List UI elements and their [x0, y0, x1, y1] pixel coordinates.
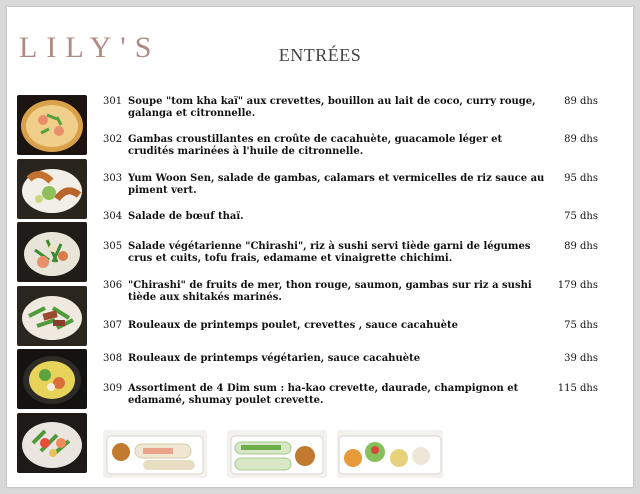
item-description: Soupe "tom kha kaï" aux crevettes, bouillon au lait de coco, curry rouge, galanga et citronnelle.: [128, 96, 536, 119]
item-description: Gambas croustillantes en croûte de cacahuète, guacamole léger et crudités marinées à l'huile de citronnelle.: [128, 134, 503, 157]
chirashi-seafood-photo: [17, 413, 87, 473]
beef-salad-photo: [17, 286, 87, 346]
item-number: 308: [103, 353, 123, 364]
spring-rolls-chicken-photo: [103, 430, 207, 478]
item-number: 309: [103, 383, 123, 394]
item-price: 95 dhs: [564, 173, 598, 184]
dim-sum-photo: [337, 430, 443, 478]
yum-woon-sen-photo: [17, 222, 87, 282]
menu-page: [7, 7, 633, 487]
item-price: 75 dhs: [564, 320, 598, 331]
item-description: Rouleaux de printemps poulet, crevettes , sauce cacahuète: [128, 320, 459, 331]
item-price: 115 dhs: [557, 383, 598, 394]
item-description: Rouleaux de printemps végétarien, sauce cacahuète: [128, 353, 421, 364]
item-price: 89 dhs: [564, 134, 598, 145]
item-price: 89 dhs: [564, 96, 598, 107]
item-number: 305: [103, 241, 123, 252]
item-price: 39 dhs: [564, 353, 598, 364]
item-number: 307: [103, 320, 123, 331]
brand-logo: LILY'S: [19, 31, 161, 64]
item-price: 89 dhs: [564, 241, 598, 252]
photo-column: [17, 95, 89, 476]
item-price: 179 dhs: [557, 280, 598, 291]
item-description: Yum Woon Sen, salade de gambas, calamars et vermicelles de riz sauce au piment vert.: [128, 173, 545, 196]
item-price: 75 dhs: [564, 211, 598, 222]
soup-photo: [17, 95, 87, 155]
item-description: Assortiment de 4 Dim sum : ha-kao crevette, daurade, champignon et edamamé, shumay poulet crevette.: [128, 383, 519, 406]
chirashi-veg-photo: [17, 349, 87, 409]
item-number: 306: [103, 280, 123, 291]
item-description: Salade végétarienne "Chirashi", riz à sushi servi tiède garni de légumes crus et cuits, tofu frais, edamame et vinaigrette chichimi.: [128, 241, 531, 264]
gambas-photo: [17, 159, 87, 219]
item-number: 301: [103, 96, 123, 107]
item-number: 302: [103, 134, 123, 145]
item-description: Salade de bœuf thaï.: [128, 211, 244, 222]
item-description: "Chirashi" de fruits de mer, thon rouge, saumon, gambas sur riz a sushi tiède aux shitakés marinés.: [128, 280, 532, 303]
item-number: 303: [103, 173, 123, 184]
item-number: 304: [103, 211, 123, 222]
section-title: ENTRÉES: [278, 45, 362, 65]
spring-rolls-veg-photo: [227, 430, 327, 478]
